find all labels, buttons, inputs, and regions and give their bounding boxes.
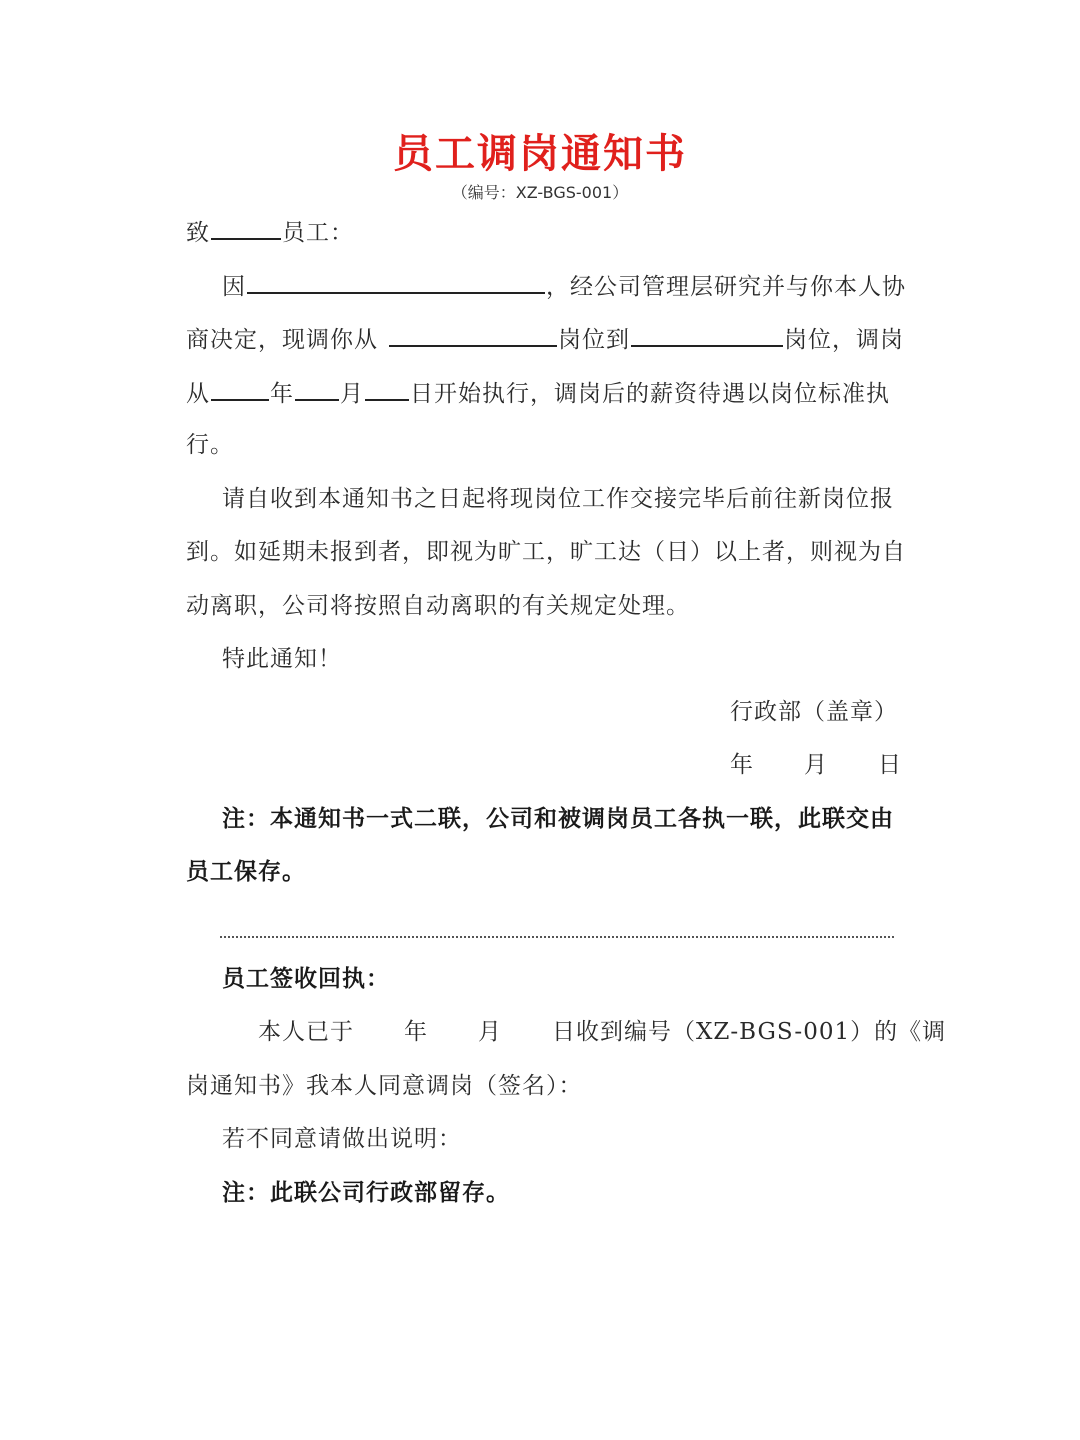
month-blank [295, 377, 339, 401]
tear-off-divider [220, 936, 894, 938]
text-segment: 从 [186, 381, 210, 407]
note-1-line-2: 员工保存。 [186, 859, 306, 885]
original-position-blank [389, 323, 557, 347]
paragraph-2-line-2: 到。如延期未报到者，即视为旷工，旷工达（日）以上者，则视为自 [186, 539, 906, 565]
text-segment: 日收到编号（XZ-BGS-001）的《调 [552, 1019, 947, 1045]
paragraph-1-line-4: 行。 [186, 432, 234, 458]
text-segment: 岗位到 [558, 327, 630, 353]
text-segment: 月 [478, 1019, 502, 1045]
date-year: 年 [730, 752, 754, 778]
employee-name-blank [211, 216, 281, 240]
text-segment: 年 [270, 381, 294, 407]
closing: 特此通知！ [222, 646, 342, 672]
date-month: 月 [804, 752, 828, 778]
receipt-line-3: 若不同意请做出说明： [222, 1126, 462, 1152]
receipt-line-2: 岗通知书》我本人同意调岗（签名）： [186, 1073, 583, 1099]
text-segment: 因 [222, 274, 246, 300]
paragraph-2-line-3: 动离职，公司将按照自动离职的有关规定处理。 [186, 593, 690, 619]
receipt-heading: 员工签收回执： [222, 966, 390, 992]
date-day: 日 [878, 752, 902, 778]
salutation [186, 216, 354, 248]
reason-blank [247, 270, 545, 294]
text-segment: 日开始执行，调岗后的薪资待遇以岗位标准执 [410, 381, 890, 407]
document-number: （编号：XZ-BGS-001） [451, 183, 629, 202]
text-segment: 月 [340, 381, 364, 407]
page-title: 员工调岗通知书 [393, 131, 687, 177]
paragraph-2-line-1: 请自收到本通知书之日起将现岗位工作交接完毕后前往新岗位报 [222, 486, 894, 512]
issuer-stamp: 行政部（盖章） [730, 699, 898, 725]
paragraph-1-line-2 [186, 323, 904, 355]
text-segment: 岗位，调岗 [784, 327, 904, 353]
note-1-line-1: 注：本通知书一式二联，公司和被调岗员工各执一联，此联交由 [222, 806, 894, 832]
new-position-blank [631, 323, 783, 347]
text-segment: 商决定，现调你从 [186, 327, 378, 353]
salutation-prefix: 致 [186, 220, 210, 246]
text-segment: 年 [404, 1019, 428, 1045]
receipt-line-1 [258, 1017, 946, 1047]
salutation-suffix: 员工： [282, 220, 354, 246]
paragraph-1-line-3 [186, 377, 890, 409]
day-blank [365, 377, 409, 401]
issue-date [730, 750, 902, 780]
text-segment: ，经公司管理层研究并与你本人协 [546, 274, 906, 300]
paragraph-1-line-1 [222, 270, 906, 302]
year-blank [211, 377, 269, 401]
note-2: 注：此联公司行政部留存。 [222, 1180, 510, 1206]
text-segment: 本人已于 [258, 1019, 354, 1045]
